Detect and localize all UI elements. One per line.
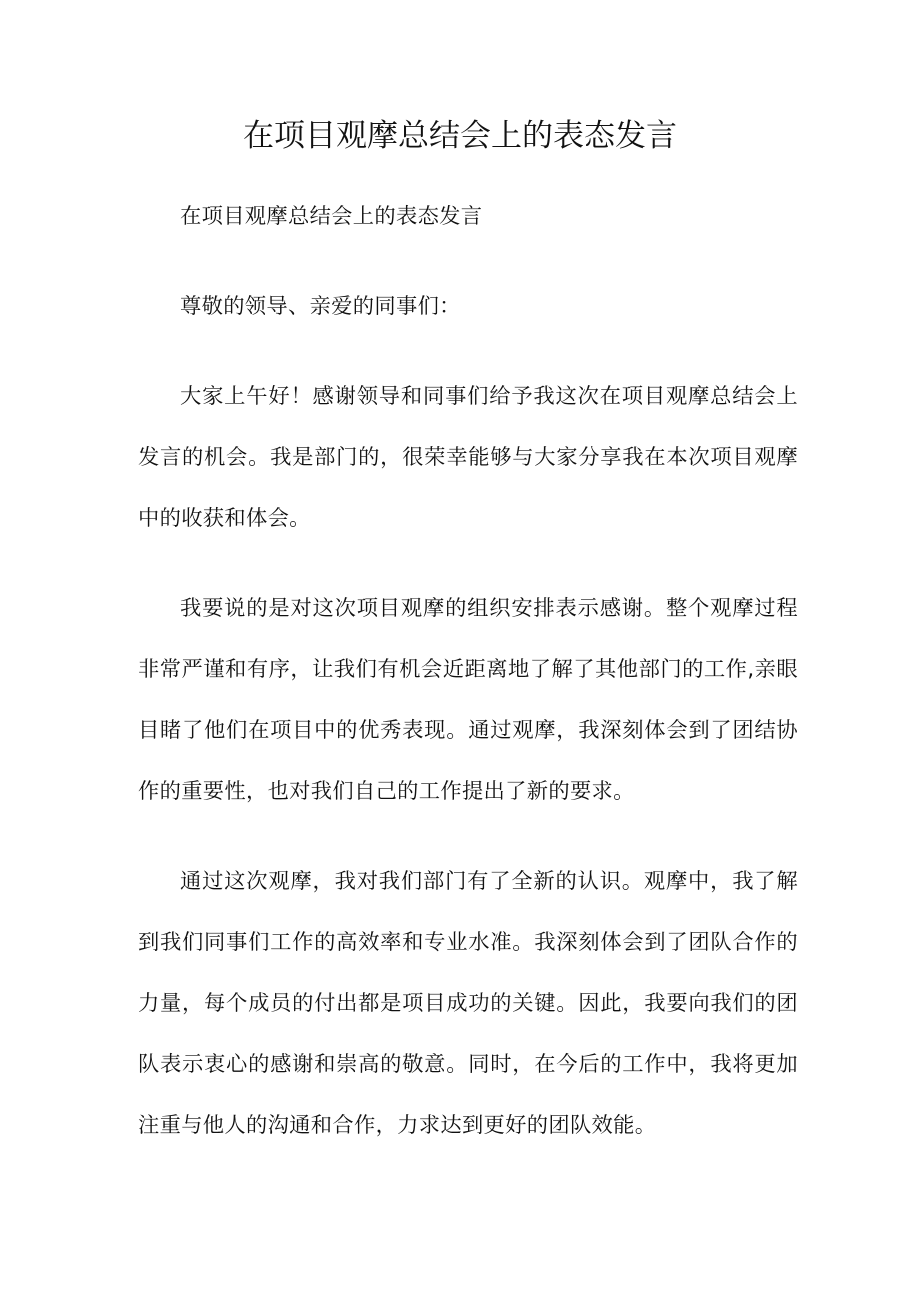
opening-paragraph: 大家上午好！感谢领导和同事们给予我这次在项目观摩总结会上发言的机会。我是部门的，很荣幸能够与大家分享我在本次项目观摩中的收获和体会。 (138, 384, 798, 531)
document-body (138, 186, 798, 1185)
reflection-paragraph: 通过这次观摩，我对我们部门有了全新的认识。观摩中，我了解到我们同事们工作的高效率和专业水准。我深刻体会到了团队合作的力量，每个成员的付出都是项目成功的关键。因此，我要向我们的团队表示衷心的感谢和崇高的敬意。同时，在今后的工作中，我将更加注重与他人的沟通和合作，力求达到更好的团队效能。 (138, 869, 798, 1138)
thanks-paragraph: 我要说的是对这次项目观摩的组织安排表示感谢。整个观摩过程非常严谨和有序，让我们有机会近距离地了解了其他部门的工作,亲眼目睹了他们在项目中的优秀表现。通过观摩，我深刻体会到了团结协作的重要性，也对我们自己的工作提出了新的要求。 (138, 596, 798, 804)
document-title: 在项目观摩总结会上的表态发言 (243, 118, 677, 154)
salutation-paragraph: 尊敬的领导、亲爱的同事们： (180, 294, 461, 319)
subtitle-paragraph: 在项目观摩总结会上的表态发言 (180, 204, 483, 229)
